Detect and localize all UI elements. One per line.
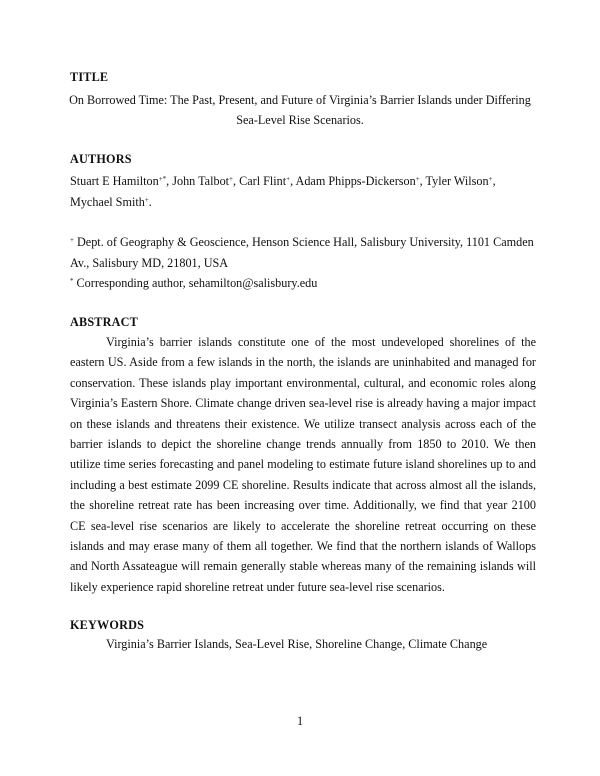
authors-heading: AUTHORS bbox=[70, 152, 132, 166]
author: Adam Phipps-Dickerson+, bbox=[295, 174, 426, 188]
keywords-heading: KEYWORDS bbox=[70, 618, 145, 632]
author: Stuart E Hamilton+*, bbox=[70, 174, 173, 188]
author: Mychael Smith+. bbox=[70, 194, 152, 209]
keywords-text: Virginia’s Barrier Islands, Sea-Level Rise, Shoreline Change, Climate Change bbox=[106, 637, 488, 651]
author: Carl Flint+, bbox=[239, 174, 296, 188]
paper-title-line-2: Sea-Level Rise Scenarios. bbox=[236, 113, 364, 127]
author: Tyler Wilson+, bbox=[425, 174, 496, 188]
corresponding-author: Corresponding author, sehamilton@salisbury.edu bbox=[73, 276, 318, 290]
abstract-text: Virginia’s barrier islands constitute one of the most undeveloped shorelines of the eastern US. Aside from a few islands in the north, the islands are uninhabited and managed for conservation. These islands play important environmental, cultural, and economic roles along Virginia’s Eastern Shore. Climate change driven sea-level rise is already having a major impact on these islands and threatens their existence. We utilize transect analysis across each of the barrier islands to depict the shoreline change trends annually from 1850 to 2010. We then utilize time series forecasting and panel modeling to estimate future island shorelines up to and including a best estimate 2099 CE shoreline. Results indicate that across almost all the islands, the shoreline retreat rate has been increasing over time. Additionally, we find that year 2100 CE sea-level rise scenarios are likely to accelerate the shoreline retreat occurring on these islands and may erase many of them all together. We find that the northern islands of Wallops and North Assateague will remain generally stable whereas many of the remaining islands will likely experience rapid shoreline retreat under future sea-level rise scenarios. bbox=[70, 335, 536, 594]
corresponding-mark: * bbox=[70, 277, 74, 285]
paper-title-line-1: On Borrowed Time: The Past, Present, and Future of Virginia’s Barrier Islands under Differing bbox=[69, 93, 531, 107]
abstract-heading: ABSTRACT bbox=[70, 315, 138, 329]
affiliation: + Dept. of Geography & Geoscience, Henson Science Hall, Salisbury University, 1101 Camden Av., Salisbury MD, 21801, USA * Corresponding author, sehamilton@salisbury.edu bbox=[70, 235, 534, 290]
title-heading: TITLE bbox=[70, 70, 109, 84]
author: John Talbot+, bbox=[172, 174, 240, 188]
author-list bbox=[70, 171, 536, 212]
page-number: 1 bbox=[296, 714, 304, 728]
affiliation-mark: + bbox=[70, 236, 74, 244]
